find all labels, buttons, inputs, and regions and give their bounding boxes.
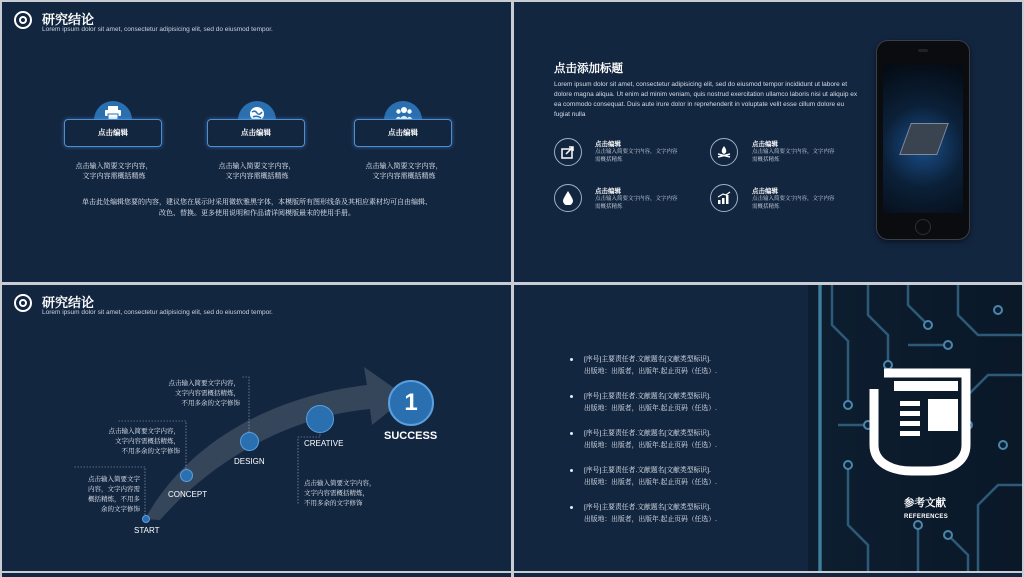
card-caption: 点击输入简要文字内容， 文字内容需概括精炼 <box>218 163 296 180</box>
smartphone-image <box>876 40 970 240</box>
chip-screen-image <box>883 65 963 213</box>
reference-item: [序号]主要责任者.文献题名[文献类型标识]. 出版地：出版者，出版年.起止页码（任选）. <box>584 430 717 449</box>
newspaper-icon <box>862 367 978 479</box>
target-icon <box>14 11 32 29</box>
next-slide-preview-right[interactable] <box>514 573 1022 577</box>
concept-dot <box>180 469 193 482</box>
card-edit-button[interactable]: 点击编辑 <box>207 119 305 147</box>
slide-subtitle: Lorem ipsum dolor sit amet, consectetur adipisicing elit, sed do eiusmod tempor. <box>42 26 273 33</box>
success-label: SUCCESS <box>384 430 438 442</box>
success-badge: 1 <box>388 380 434 426</box>
card-edit-button[interactable]: 点击编辑 <box>354 119 452 147</box>
chart-up-icon <box>710 184 738 212</box>
slide-research-conclusion-2[interactable] <box>2 285 511 571</box>
drop-icon <box>554 184 582 212</box>
references-subtitle: REFERENCES <box>904 514 949 520</box>
card-caption: 点击输入简要文字内容， 文字内容需概括精炼 <box>365 163 443 180</box>
stage-design: DESIGN <box>234 457 265 466</box>
reference-item: [序号]主要责任者.文献题名[文献类型标识]. 出版地：出版者，出版年.起止页码（任选）. <box>584 393 717 412</box>
feature-text: 点击输入简要文字内容，文字内容 需概括精炼 <box>752 196 835 210</box>
stage-start: START <box>134 526 160 535</box>
chip-icon <box>899 123 949 155</box>
feature-text: 点击输入简要文字内容，文字内容 需概括精炼 <box>752 149 835 163</box>
phone-home-button <box>915 219 931 235</box>
slide-title: 研究结论 <box>42 12 95 27</box>
note-middle: 点击输入简要文字内容， 文字内容需概括精炼， 不用多余的文字修饰 <box>108 428 180 455</box>
note-top: 点击输入简要文字内容， 文字内容需概括精炼， 不用多余的文字修饰 <box>168 380 240 407</box>
share-icon <box>554 138 582 166</box>
bullet <box>570 506 573 509</box>
phone-camera <box>918 49 928 52</box>
next-slide-preview-left[interactable] <box>2 573 511 577</box>
slide-title: 研究结论 <box>42 295 95 310</box>
feature-text: 点击输入简要文字内容，文字内容 需概括精炼 <box>595 149 678 163</box>
bullet <box>570 395 573 398</box>
bullet <box>570 469 573 472</box>
reference-item: [序号]主要责任者.文献题名[文献类型标识]. 出版地：出版者，出版年.起止页码（任选）. <box>584 467 717 486</box>
note-right: 点击输入简要文字内容， 文字内容需概括精炼， 不用多余的文字修饰 <box>304 480 376 507</box>
bullet <box>570 432 573 435</box>
campfire-icon <box>710 138 738 166</box>
design-dot <box>240 432 259 451</box>
bullet <box>570 358 573 361</box>
stage-concept: CONCEPT <box>168 490 208 499</box>
reference-item: [序号]主要责任者.文献题名[文献类型标识]. 出版地：出版者，出版年.起止页码（任选）. <box>584 504 717 523</box>
card-edit-button[interactable]: 点击编辑 <box>64 119 162 147</box>
slide-references[interactable] <box>514 285 1022 571</box>
slide-add-title[interactable] <box>514 2 1022 282</box>
stage-creative: CREATIVE <box>304 439 344 448</box>
description-paragraph: 单击此处编辑您要的内容，建议您在展示时采用微软雅黑字体，本模版所有图形线条及其相应素材均可自由编辑、 改色、替换。更多使用说明和作品请详阅模版最末的使用手册。 <box>82 199 432 217</box>
slide-subtitle: Lorem ipsum dolor sit amet, consectetur adipisicing elit, sed do eiusmod tempor. <box>42 309 273 316</box>
feature-title: 点击编辑 <box>595 141 621 148</box>
slide-research-conclusion-1[interactable] <box>2 2 511 282</box>
growth-arrow-graphic <box>2 285 511 571</box>
note-left: 点击输入简要文字 内容，文字内容需 概括精炼，不用多 余的文字修饰 <box>88 476 140 513</box>
feature-title: 点击编辑 <box>752 141 778 148</box>
body-text: Lorem ipsum dolor sit amet, consectetur adipisicing elit, sed do eiusmod tempor incididunt ut labore et dolore magna aliqua. Ut enim ad minim veniam, quis nostrud exercitation ullamco laboris nisi ut aliquip ex ea commodo consequat. Duis aute irure dolor in reprehenderit in voluptate velit esse cillum dolore eu fugiat nulla <box>554 81 858 118</box>
start-dot <box>142 515 150 523</box>
card-caption: 点击输入简要文字内容， 文字内容需概括精炼 <box>75 163 153 180</box>
reference-item: [序号]主要责任者.文献题名[文献类型标识]. 出版地：出版者，出版年.起止页码（任选）. <box>584 356 717 375</box>
creative-dot <box>306 405 334 433</box>
feature-title: 点击编辑 <box>752 188 778 195</box>
feature-text: 点击输入简要文字内容，文字内容 需概括精炼 <box>595 196 678 210</box>
references-title: 参考文献 <box>904 497 946 509</box>
slide-title: 点击添加标题 <box>554 63 623 75</box>
feature-title: 点击编辑 <box>595 188 621 195</box>
